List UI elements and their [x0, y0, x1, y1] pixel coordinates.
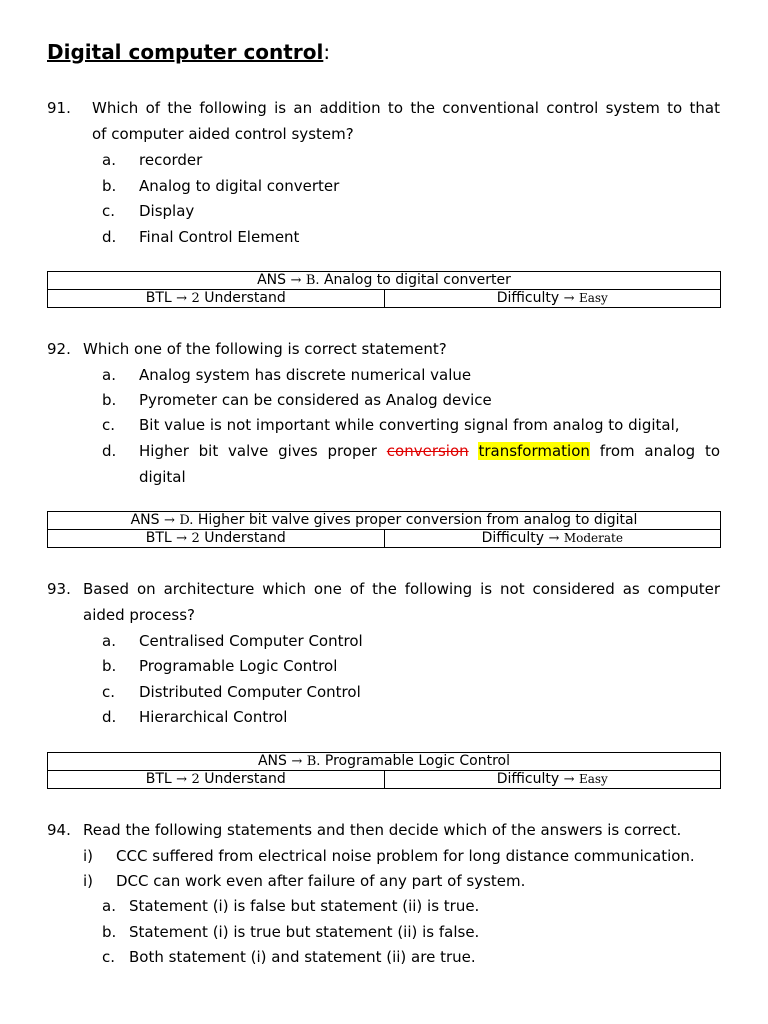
difficulty-cell: [384, 290, 721, 308]
btl-cell: [48, 771, 385, 789]
option-text: Both statement (i) and statement (ii) are true.: [129, 948, 476, 966]
question-text-line1: Which of the following is an addition to the conventional control system to that: [92, 99, 720, 117]
option-text: Statement (i) is true but statement (ii) is false.: [129, 923, 480, 941]
ans-letter: B.: [306, 754, 321, 769]
ans-letter: B.: [305, 273, 320, 288]
btl-text: Understand: [204, 290, 286, 306]
option-letter: d.: [102, 708, 117, 726]
answer-cell: [48, 753, 721, 771]
option-text: Final Control Element: [139, 228, 300, 246]
answer-cell: [48, 512, 721, 530]
btl-cell: [48, 530, 385, 548]
option-text: Centralised Computer Control: [139, 632, 363, 650]
arrow-icon: →: [176, 772, 188, 787]
difficulty-label: Difficulty: [496, 290, 560, 306]
arrow-icon: →: [563, 772, 575, 787]
statement-text: CCC suffered from electrical noise problem for long distance communication.: [116, 847, 695, 865]
statement-marker: i): [83, 872, 94, 890]
difficulty-label: Difficulty: [481, 530, 545, 546]
answer-table: [47, 271, 721, 308]
answer-table: [47, 752, 721, 789]
answer-table: [47, 511, 721, 548]
difficulty-value: Easy: [578, 291, 608, 305]
ans-text: Higher bit valve gives proper conversion from analog to digital: [197, 512, 638, 528]
question-text-line1: Read the following statements and then decide which of the answers is correct.: [83, 821, 682, 839]
struck-text: conversion: [386, 442, 469, 460]
option-text: Statement (i) is false but statement (ii) is true.: [129, 897, 480, 915]
ans-label: ANS: [257, 753, 287, 769]
option-letter: b.: [102, 391, 117, 409]
arrow-icon: →: [563, 291, 575, 306]
question-number: 92.: [47, 340, 71, 358]
difficulty-cell: [384, 771, 721, 789]
option-text: Hierarchical Control: [139, 708, 288, 726]
question-number: 94.: [47, 821, 71, 839]
btl-label: BTL: [145, 290, 172, 306]
option-letter: d.: [102, 442, 117, 460]
option-text: Display: [139, 202, 195, 220]
option-letter: c.: [102, 683, 116, 701]
option-letter: c.: [102, 948, 116, 966]
arrow-icon: →: [163, 513, 175, 528]
question-text-line1: Which one of the following is correct statement?: [83, 340, 447, 358]
question-number: 93.: [47, 580, 71, 598]
option-letter: a.: [102, 366, 116, 384]
difficulty-label: Difficulty: [496, 771, 560, 787]
ans-text: Analog to digital converter: [323, 272, 511, 288]
option-text: Distributed Computer Control: [139, 683, 361, 701]
option-text: recorder: [139, 151, 203, 169]
option-letter: b.: [102, 923, 117, 941]
question-text-line1: Based on architecture which one of the following is not considered as computer: [83, 580, 720, 598]
option-text: Analog to digital converter: [139, 177, 340, 195]
title-colon: :: [323, 40, 331, 64]
option-letter: c.: [102, 416, 116, 434]
difficulty-value: Easy: [578, 772, 608, 786]
option-text-after: from analog to: [599, 442, 721, 460]
btl-label: BTL: [145, 771, 172, 787]
option-letter: a.: [102, 151, 116, 169]
arrow-icon: →: [176, 531, 188, 546]
answer-cell: [48, 272, 721, 290]
arrow-icon: →: [290, 273, 302, 288]
option-letter: d.: [102, 228, 117, 246]
arrow-icon: →: [548, 531, 560, 546]
option-letter: a.: [102, 897, 116, 915]
question-text-line2: aided process?: [83, 606, 196, 624]
btl-text: Understand: [204, 771, 286, 787]
option-text: Programable Logic Control: [139, 657, 338, 675]
difficulty-cell: [384, 530, 721, 548]
question-number: 91.: [47, 99, 71, 117]
option-text: Analog system has discrete numerical value: [139, 366, 472, 384]
question-text-line2: of computer aided control system?: [92, 125, 354, 143]
option-letter: a.: [102, 632, 116, 650]
document-title: [47, 40, 330, 64]
btl-number: 2: [191, 531, 200, 546]
option-text: [139, 441, 720, 461]
btl-label: BTL: [145, 530, 172, 546]
highlighted-text: transformation: [478, 442, 590, 460]
statement-marker: i): [83, 847, 94, 865]
arrow-icon: →: [176, 291, 188, 306]
arrow-icon: →: [291, 754, 303, 769]
btl-number: 2: [191, 291, 200, 306]
statement-text: DCC can work even after failure of any part of system.: [116, 872, 526, 890]
option-letter: b.: [102, 657, 117, 675]
title-text: Digital computer control: [47, 40, 324, 64]
option-text-before: Higher bit valve gives proper: [139, 442, 377, 460]
ans-letter: D.: [179, 513, 194, 528]
option-text: Bit value is not important while converting signal from analog to digital,: [139, 416, 680, 434]
ans-label: ANS: [130, 512, 160, 528]
btl-number: 2: [191, 772, 200, 787]
ans-text: Programable Logic Control: [324, 753, 511, 769]
btl-text: Understand: [204, 530, 286, 546]
difficulty-value: Moderate: [563, 531, 623, 545]
option-text-line2: digital: [139, 468, 186, 486]
option-letter: b.: [102, 177, 117, 195]
btl-cell: [48, 290, 385, 308]
option-letter: c.: [102, 202, 116, 220]
option-text: Pyrometer can be considered as Analog device: [139, 391, 492, 409]
ans-label: ANS: [257, 272, 287, 288]
